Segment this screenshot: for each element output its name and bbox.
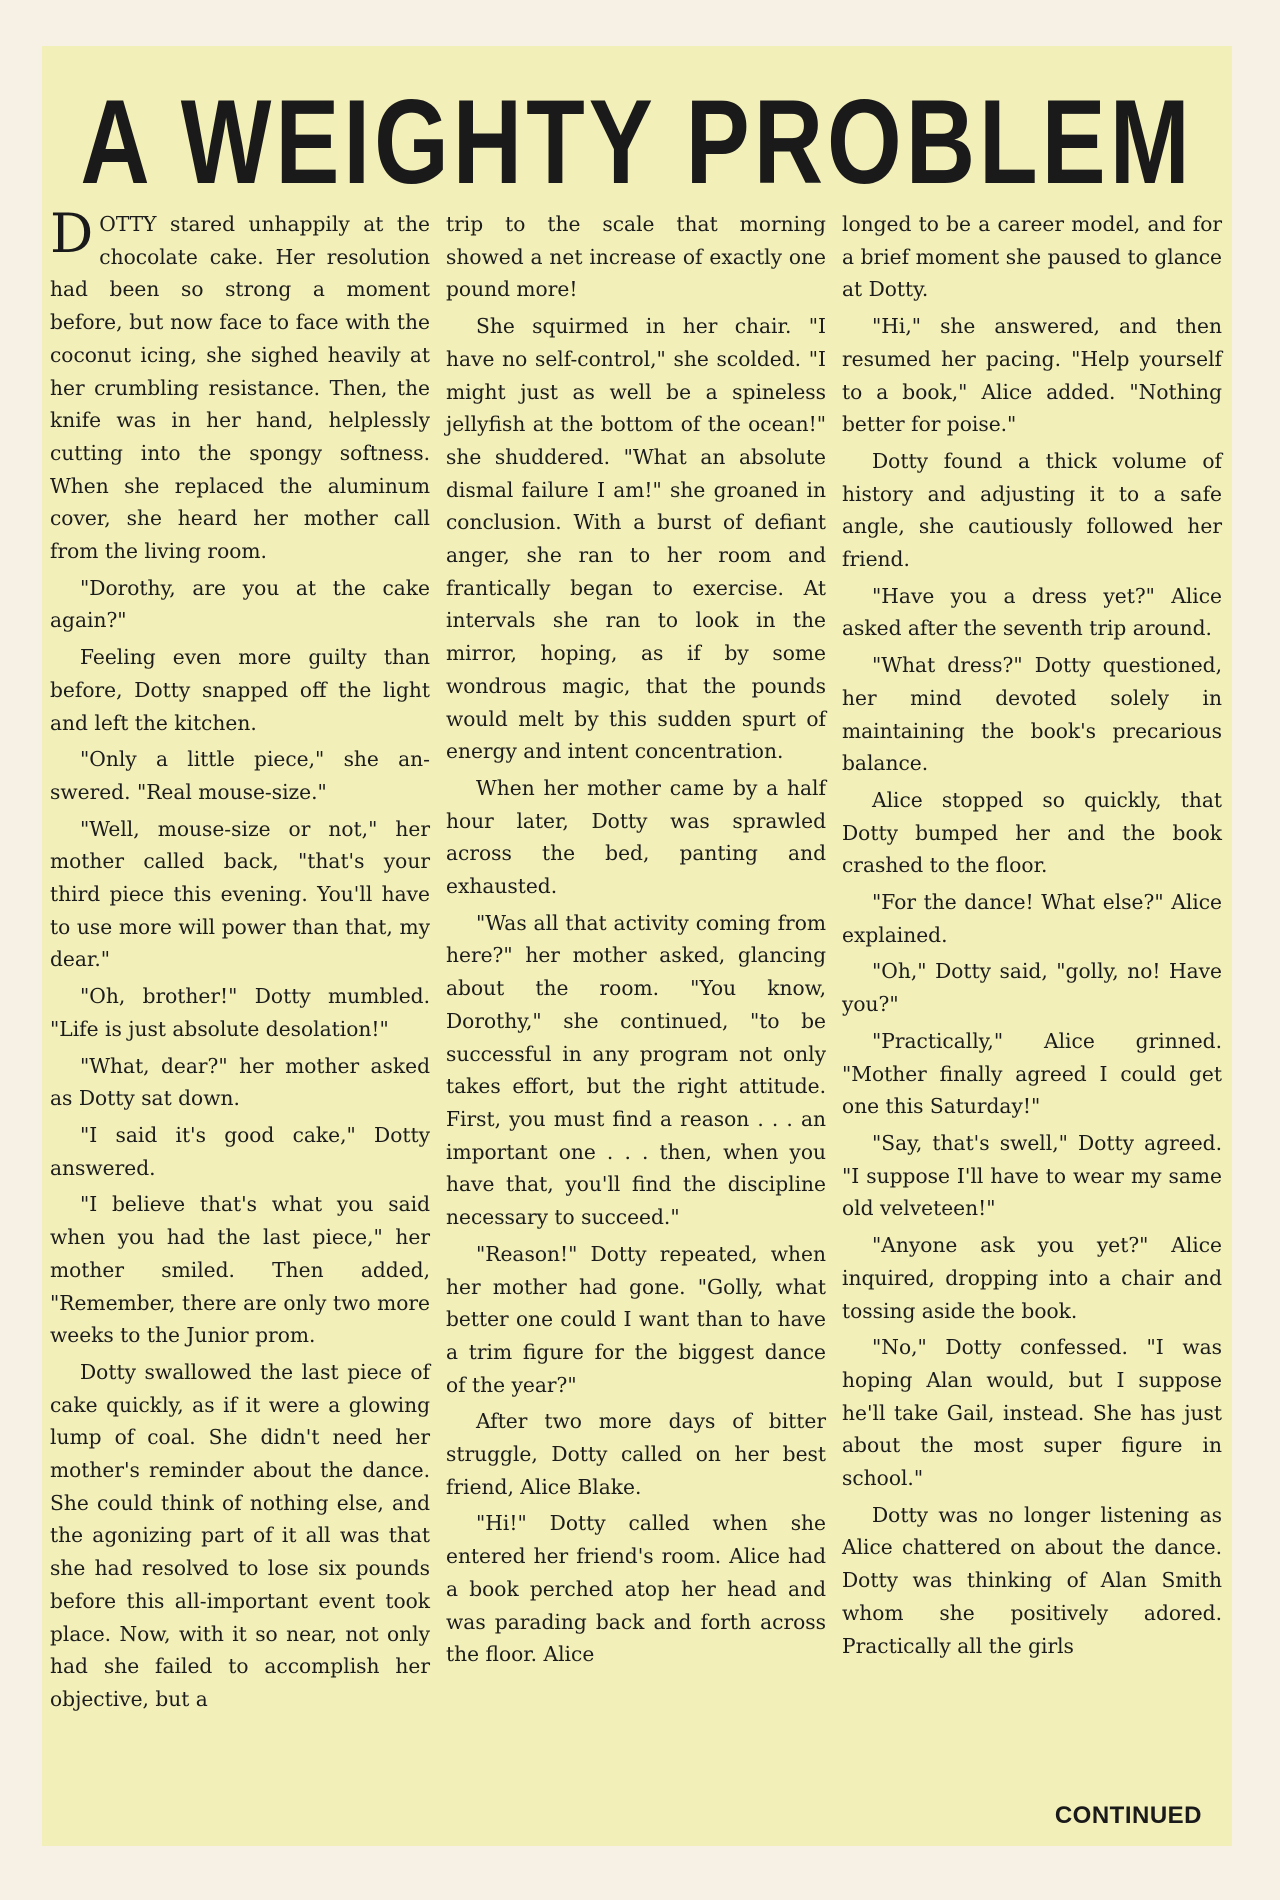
- paragraph: "Say, that's swell," Dotty agreed. "I suppose I'll have to wear my same old velveteen!": [842, 1130, 1222, 1221]
- paragraph: "Anyone ask you yet?" Alice inquired, dropping into a chair and tossing aside the book.: [842, 1233, 1222, 1323]
- paragraph: trip to the scale that morning showed a net increase of exactly one pound more!: [446, 212, 826, 302]
- continued-label: CONTINUED: [1054, 1802, 1202, 1829]
- paragraph: longed to be a career model, and for a brief moment she paused to glance at Dotty.: [842, 212, 1222, 302]
- paragraph: [50, 202, 430, 568]
- paragraph: When her mother came by a half hour later, Dotty was sprawled across the bed, panting and exhausted.: [446, 775, 826, 899]
- drop-cap: D: [50, 202, 94, 265]
- paragraph: "For the dance! What else?" Alice explained.: [842, 890, 1222, 947]
- paragraph: "I said it's good cake," Dotty answered.: [50, 1122, 430, 1180]
- text-column-1: [50, 202, 430, 1720]
- text-column-3: [842, 208, 1222, 1666]
- paragraph: Dotty swallowed the last piece of cake quickly, as if it were a glowing lump of coal. She didn't need her mother's reminder about the dance. She could think of nothing else, and the agonizing part of it all was that she had resolved to lose six pounds before this all-important event took place. Now, with it so near, not only had she failed to accomplish her objective, but a: [50, 1359, 430, 1711]
- paragraph-text: OTTY stared unhappily at the chocolate cake. Her resolution had been so strong a moment before, but now face to face with the coconut icing, she sighed heavily at her crumbling resistance. Then, the knife was in her hand, helplessly cutting into the spongy softness. When she replaced the aluminum cover, she heard her mother call from the living room.: [50, 212, 430, 564]
- paragraph: "What, dear?" her mother asked as Dotty sat down.: [50, 1053, 430, 1111]
- paragraph: "No," Dotty confessed. "I was hoping Alan would, but I suppose he'll take Gail, instead. She has just about the most super figure in school.": [842, 1335, 1222, 1491]
- paragraph: "Practically," Alice grinned. "Mother finally agreed I could get one this Saturday!": [842, 1028, 1222, 1119]
- paragraph: "Reason!" Dotty repeated, when her mother had gone. "Golly, what better one could I want than to have a trim figure for the biggest dance of the year?": [446, 1241, 826, 1397]
- paragraph: After two more days of bitter struggle, Dotty called on her best friend, Alice Blake.: [446, 1409, 826, 1499]
- paragraph: "Hi," she answered, and then resumed her pacing. "Help yourself to a book," Alice added. "Nothing better for poise.": [842, 314, 1222, 437]
- paragraph: "Was all that activity coming from here?" her mother asked, glancing about the room. "You know, Dorothy," she continued, "to be successful in any program not only takes effort, but the right attitude. First, you must find a reason . . . an important one . . . then, when you have that, you'll find the discipline necessary to succeed.": [446, 910, 826, 1230]
- paragraph: Feeling even more guilty than before, Dotty snapped off the light and left the kitchen.: [50, 645, 430, 735]
- story-panel: [42, 46, 1232, 1846]
- paragraph: "I believe that's what you said when you had the last piece," her mother smiled. Then added, "Remember, there are only two more weeks to the Junior prom.: [50, 1192, 430, 1348]
- paragraph: "Only a little piece," she answered. "Real mouse-size.": [50, 747, 430, 804]
- paragraph: Dotty was no longer listening as Alice chattered on about the dance. Dotty was thinking of Alan Smith whom she positively adored. Practically all the girls: [842, 1502, 1222, 1658]
- paragraph: "Dorothy, are you at the cake again?": [50, 575, 430, 633]
- paragraph: "What dress?" Dotty questioned, her mind devoted solely in maintaining the book's precarious balance.: [842, 653, 1222, 776]
- paragraph: "Oh," Dotty said, "golly, no! Have you?": [842, 959, 1222, 1017]
- paragraph: "Hi!" Dotty called when she entered her friend's room. Alice had a book perched atop her head and was parading back and forth across the floor. Alice: [446, 1511, 826, 1667]
- paragraph: "Oh, brother!" Dotty mumbled. "Life is just absolute desolation!": [50, 984, 430, 1041]
- paragraph: "Have you a dress yet?" Alice asked after the seventh trip around.: [842, 583, 1222, 641]
- paragraph: Dotty found a thick volume of history and adjusting it to a safe angle, she cautiously followed her friend.: [842, 448, 1222, 572]
- text-column-2: [446, 208, 826, 1675]
- paragraph: She squirmed in her chair. "I have no self-control," she scolded. "I might just as well be a spineless jellyfish at the bottom of the ocean!" she shuddered. "What an absolute dismal failure I am!" she groaned in conclusion. With a burst of defiant anger, she ran to her room and frantically began to exercise. At intervals she ran to look in the mirror, hoping, as if by some wondrous magic, that the pounds would melt by this sudden spurt of energy and intent concentration.: [446, 314, 826, 764]
- paragraph: "Well, mouse-size or not," her mother called back, "that's your third piece this evening. You'll have to use more will power than that, my dear.": [50, 816, 430, 972]
- story-title: A WEIGHTY PROBLEM: [80, 75, 1194, 209]
- paragraph: Alice stopped so quickly, that Dotty bumped her and the book crashed to the floor.: [842, 787, 1222, 878]
